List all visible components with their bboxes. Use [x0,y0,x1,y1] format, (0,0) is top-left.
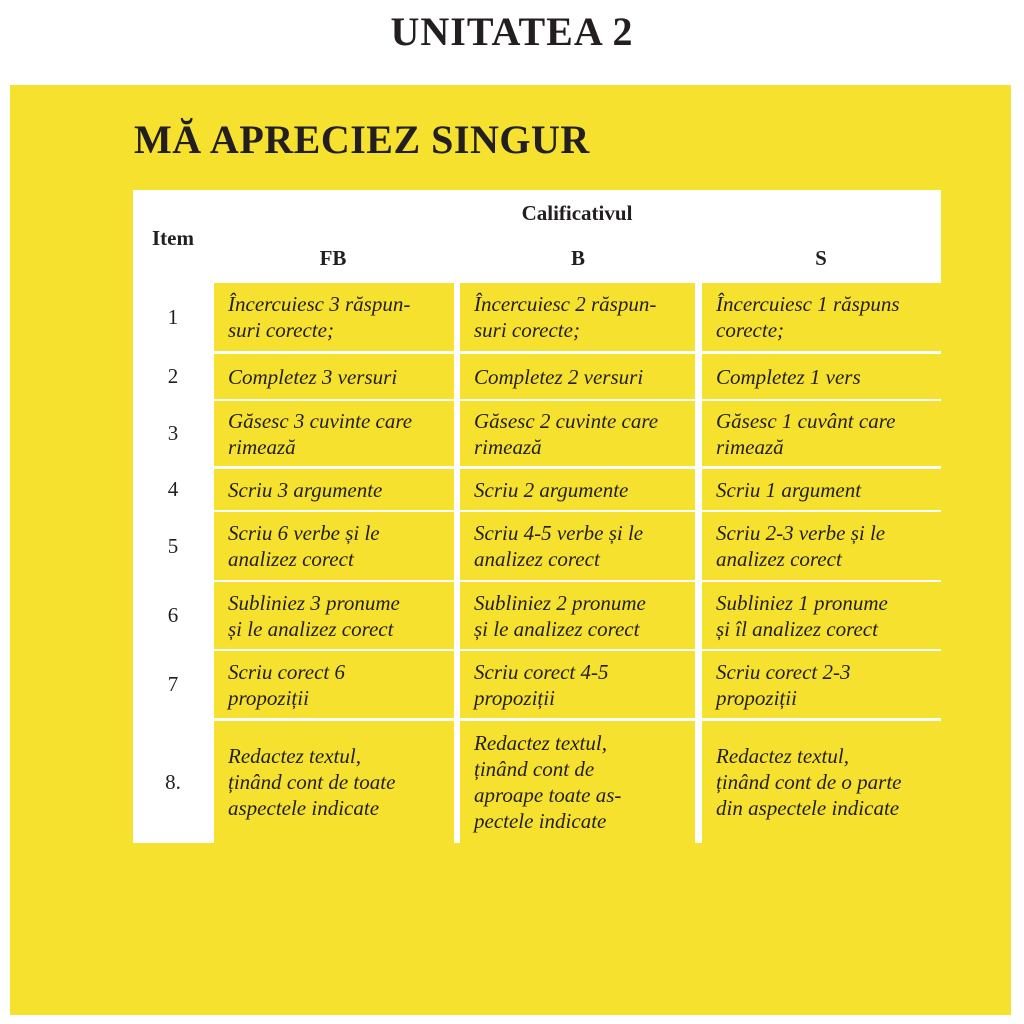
criterion-text: Scriu 1 argument [716,477,862,502]
item-number: 1 [167,304,179,329]
item-number: 6 [167,603,179,627]
criterion-text: Redactez textul, ținând cont de toate aspectele indicate [228,744,396,820]
criterion-cell-b [460,469,695,510]
criterion-cell-s [702,283,941,351]
column-header-b: B [570,246,585,270]
criterion-cell-b [460,401,695,466]
criterion-text: Încercuiesc 3 răspun- suri corecte; [228,292,411,342]
criterion-text: Găsesc 2 cuvinte care rimează [474,408,659,459]
criterion-text: Găsesc 1 cuvânt care rimează [716,408,896,459]
criterion-text: Încercuiesc 1 răspuns corecte; [716,292,900,342]
criterion-cell-fb [214,512,454,580]
criterion-cell-fb [214,354,454,399]
column-header-fb: FB [319,246,347,270]
criterion-cell-b [460,721,695,843]
criterion-text: Subliniez 1 pronume și îl analizez corect [716,590,888,641]
criterion-cell-s [702,354,941,399]
item-number: 7 [167,672,179,696]
criterion-text: Scriu 2 argumente [474,477,629,502]
criterion-text: Găsesc 3 cuvinte care rimează [228,408,413,459]
criterion-text: Scriu 3 argumente [228,477,383,502]
criterion-cell-s [702,512,941,580]
criterion-text: Scriu corect 4-5 propoziții [474,659,609,710]
criterion-cell-fb [214,401,454,466]
item-number: 8. [165,769,181,794]
item-number: 5 [167,533,179,558]
criterion-text: Completez 3 versuri [228,364,398,389]
item-number: 4 [167,477,179,501]
criterion-cell-b [460,354,695,399]
unit-title: UNITATEA 2 [390,9,634,54]
criterion-cell-s [702,721,941,843]
criterion-text: Scriu corect 6 propoziții [228,659,346,710]
criterion-text: Scriu 6 verbe și le analizez corect [228,521,380,571]
criterion-text: Subliniez 2 pronume și le analizez corect [474,590,646,641]
item-number: 3 [167,421,179,445]
criterion-cell-b [460,283,695,351]
criterion-text: Redactez textul, ținând cont de aproape toate as- pectele indicate [474,731,622,833]
criterion-text: Încercuiesc 2 răspun- suri corecte; [474,292,657,342]
criterion-text: Scriu 4-5 verbe și le analizez corect [474,521,644,571]
item-header: Item [152,226,194,250]
criterion-text: Completez 1 vers [716,364,861,389]
criterion-cell-b [460,651,695,718]
criterion-cell-b [460,582,695,649]
criterion-text: Redactez textul, ținând cont de o parte din aspectele indicate [716,744,902,820]
criterion-cell-b [460,512,695,580]
section-title: MĂ APRECIEZ SINGUR [134,117,590,162]
criterion-text: Completez 2 versuri [474,364,644,389]
criterion-cell-s [702,582,941,649]
criterion-cell-fb [214,721,454,843]
criterion-text: Scriu 2-3 verbe și le analizez corect [716,521,886,571]
criterion-cell-s [702,651,941,718]
item-number: 2 [167,364,179,388]
grade-header: Calificativul [521,201,633,225]
criterion-cell-fb [214,651,454,718]
self-assessment-table [133,190,941,843]
criterion-cell-fb [214,283,454,351]
criterion-cell-fb [214,582,454,649]
criterion-cell-fb [214,469,454,510]
criterion-cell-s [702,401,941,466]
criterion-cell-s [702,469,941,510]
criterion-text: Scriu corect 2-3 propoziții [716,659,851,710]
column-header-s: S [815,246,827,270]
criterion-text: Subliniez 3 pronume și le analizez corect [228,590,400,641]
